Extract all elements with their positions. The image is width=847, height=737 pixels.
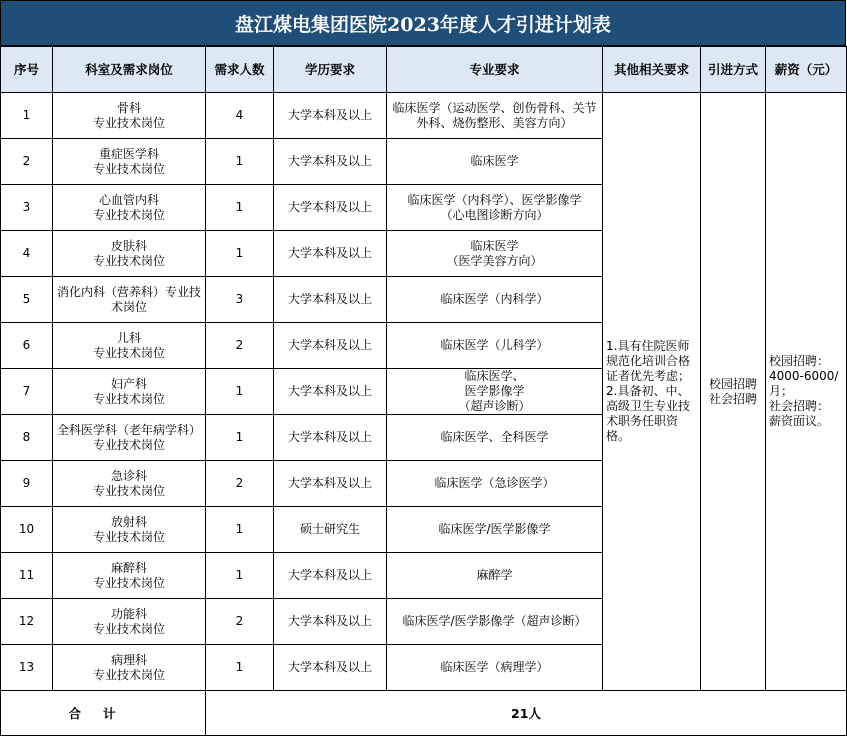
cell-dept: 妇产科 专业技术岗位 bbox=[53, 369, 206, 415]
cell-education: 大学本科及以上 bbox=[274, 369, 387, 415]
cell-count: 1 bbox=[206, 369, 274, 415]
recruitment-plan-table bbox=[0, 46, 847, 736]
table-row bbox=[1, 93, 847, 139]
cell-no: 13 bbox=[1, 645, 53, 691]
cell-dept: 骨科 专业技术岗位 bbox=[53, 93, 206, 139]
header-dept: 科室及需求岗位 bbox=[53, 47, 206, 93]
cell-no: 1 bbox=[1, 93, 53, 139]
cell-no: 11 bbox=[1, 553, 53, 599]
cell-no: 4 bbox=[1, 231, 53, 277]
cell-education: 硕士研究生 bbox=[274, 507, 387, 553]
cell-no: 12 bbox=[1, 599, 53, 645]
header-count: 需求人数 bbox=[206, 47, 274, 93]
cell-education: 大学本科及以上 bbox=[274, 231, 387, 277]
cell-no: 8 bbox=[1, 415, 53, 461]
cell-major: 临床医学（急诊医学） bbox=[387, 461, 603, 507]
cell-major: 临床医学（儿科学） bbox=[387, 323, 603, 369]
cell-education: 大学本科及以上 bbox=[274, 415, 387, 461]
cell-education: 大学本科及以上 bbox=[274, 553, 387, 599]
cell-no: 3 bbox=[1, 185, 53, 231]
cell-no: 2 bbox=[1, 139, 53, 185]
header-row bbox=[1, 47, 847, 93]
cell-count: 1 bbox=[206, 415, 274, 461]
total-label: 合计 bbox=[68, 705, 138, 721]
total-row bbox=[1, 691, 847, 736]
header-no: 序号 bbox=[1, 47, 53, 93]
cell-major: 临床医学、全科医学 bbox=[387, 415, 603, 461]
cell-no: 7 bbox=[1, 369, 53, 415]
cell-education: 大学本科及以上 bbox=[274, 93, 387, 139]
cell-count: 2 bbox=[206, 461, 274, 507]
cell-dept: 重症医学科 专业技术岗位 bbox=[53, 139, 206, 185]
cell-count: 2 bbox=[206, 323, 274, 369]
cell-major: 临床医学/医学影像学 bbox=[387, 507, 603, 553]
cell-dept: 儿科 专业技术岗位 bbox=[53, 323, 206, 369]
cell-count: 4 bbox=[206, 93, 274, 139]
cell-major: 临床医学 （医学美容方向） bbox=[387, 231, 603, 277]
cell-no: 6 bbox=[1, 323, 53, 369]
cell-major: 临床医学（运动医学、创伤骨科、关节外科、烧伤整形、美容方向） bbox=[387, 93, 603, 139]
cell-dept: 消化内科（营养科）专业技术岗位 bbox=[53, 277, 206, 323]
cell-count: 2 bbox=[206, 599, 274, 645]
cell-major: 临床医学（病理学） bbox=[387, 645, 603, 691]
header-salary: 薪资（元） bbox=[766, 47, 847, 93]
header-education: 学历要求 bbox=[274, 47, 387, 93]
header-major: 专业要求 bbox=[387, 47, 603, 93]
cell-dept: 病理科 专业技术岗位 bbox=[53, 645, 206, 691]
cell-count: 1 bbox=[206, 185, 274, 231]
cell-education: 大学本科及以上 bbox=[274, 323, 387, 369]
cell-no: 10 bbox=[1, 507, 53, 553]
cell-no: 5 bbox=[1, 277, 53, 323]
cell-major: 临床医学（内科学） bbox=[387, 277, 603, 323]
cell-major: 麻醉学 bbox=[387, 553, 603, 599]
cell-dept: 全科医学科（老年病学科）专业技术岗位 bbox=[53, 415, 206, 461]
cell-other-requirements: 1.具有住院医师规范化培训合格证者优先考虑； 2.具备初、中、高级卫生专业技术职务任职资格。 bbox=[603, 93, 701, 691]
cell-education: 大学本科及以上 bbox=[274, 645, 387, 691]
header-other: 其他相关要求 bbox=[603, 47, 701, 93]
cell-education: 大学本科及以上 bbox=[274, 139, 387, 185]
cell-major: 临床医学 bbox=[387, 139, 603, 185]
cell-dept: 麻醉科 专业技术岗位 bbox=[53, 553, 206, 599]
cell-major: 临床医学、 医学影像学 （超声诊断） bbox=[387, 369, 603, 415]
cell-count: 1 bbox=[206, 553, 274, 599]
cell-dept: 放射科 专业技术岗位 bbox=[53, 507, 206, 553]
cell-method: 校园招聘 社会招聘 bbox=[701, 93, 766, 691]
cell-count: 1 bbox=[206, 507, 274, 553]
total-value: 21人 bbox=[206, 691, 847, 736]
cell-count: 1 bbox=[206, 139, 274, 185]
cell-dept: 急诊科 专业技术岗位 bbox=[53, 461, 206, 507]
cell-major: 临床医学（内科学）、医学影像学 （心电图诊断方向） bbox=[387, 185, 603, 231]
cell-education: 大学本科及以上 bbox=[274, 599, 387, 645]
cell-dept: 皮肤科 专业技术岗位 bbox=[53, 231, 206, 277]
cell-count: 1 bbox=[206, 231, 274, 277]
cell-education: 大学本科及以上 bbox=[274, 461, 387, 507]
cell-dept: 功能科 专业技术岗位 bbox=[53, 599, 206, 645]
cell-major: 临床医学/医学影像学（超声诊断） bbox=[387, 599, 603, 645]
cell-dept: 心血管内科 专业技术岗位 bbox=[53, 185, 206, 231]
cell-education: 大学本科及以上 bbox=[274, 185, 387, 231]
cell-salary: 校园招聘： 4000-6000/ 月； 社会招聘： 薪资面议。 bbox=[766, 93, 847, 691]
header-method: 引进方式 bbox=[701, 47, 766, 93]
table-title: 盘江煤电集团医院2023年度人才引进计划表 bbox=[0, 0, 846, 46]
cell-count: 1 bbox=[206, 645, 274, 691]
cell-count: 3 bbox=[206, 277, 274, 323]
cell-no: 9 bbox=[1, 461, 53, 507]
cell-education: 大学本科及以上 bbox=[274, 277, 387, 323]
